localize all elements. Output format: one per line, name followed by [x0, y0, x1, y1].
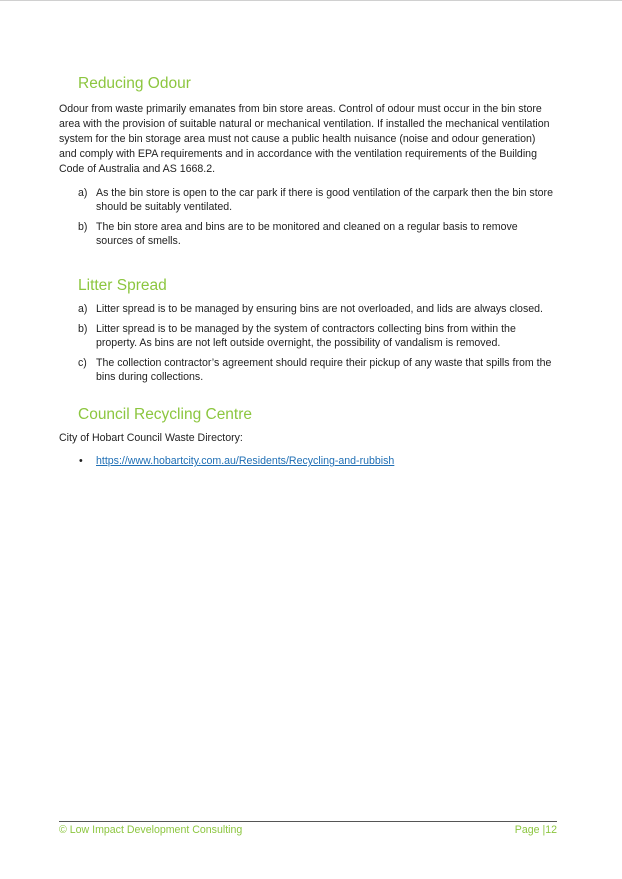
list-marker: b): [78, 323, 88, 335]
list-item: [78, 186, 556, 214]
list-marker: a): [78, 303, 88, 315]
heading-reducing-odour: Reducing Odour: [78, 75, 191, 92]
litter-list: [78, 302, 556, 390]
list-marker: a): [78, 187, 88, 199]
list-item: [78, 322, 556, 350]
hobart-recycling-link[interactable]: https://www.hobartcity.com.au/Residents/Recycling-and-rubbish: [96, 455, 395, 467]
list-item-text: The bin store area and bins are to be monitored and cleaned on a regular basis to remove sources of smells.: [96, 221, 518, 247]
bullet-icon: •: [79, 455, 83, 467]
list-marker: b): [78, 221, 88, 233]
top-border: [0, 0, 622, 1]
list-item: [78, 454, 394, 468]
list-item-text: Litter spread is to be managed by the system of contractors collecting bins from within the property. As bins are not left outside overnight, the possibility of vandalism is removed.: [96, 323, 516, 349]
odour-paragraph: Odour from waste primarily emanates from bin store areas. Control of odour must occur in the bin store area with the provision of suitable natural or mechanical ventilation. If installed the mechanical ventilation system for the bin storage area must not cause a public health nuisance (noise and odour generation) and comply with EPA requirements and in accordance with the ventilation requirements of the Building Code of Australia and AS 1668.2.: [59, 103, 550, 175]
footer-page-number: Page |12: [514, 824, 557, 836]
footer-divider: [59, 821, 557, 822]
heading-council-recycling-centre: Council Recycling Centre: [78, 406, 253, 423]
list-item-text: The collection contractor’s agreement should require their pickup of any waste that spills from the bins during collections.: [96, 357, 552, 383]
list-item-text: Litter spread is to be managed by ensuring bins are not overloaded, and lids are always closed.: [96, 303, 543, 315]
list-marker: c): [78, 357, 87, 369]
recycling-links: [78, 454, 394, 468]
list-item: [78, 302, 556, 316]
list-item-text: As the bin store is open to the car park if there is good ventilation of the carpark then the bin store should be suitably ventilated.: [96, 187, 553, 213]
heading-litter-spread: Litter Spread: [78, 277, 167, 294]
odour-list: [78, 186, 556, 254]
list-item: [78, 220, 556, 248]
footer-copyright: © Low Impact Development Consulting: [59, 824, 243, 836]
list-item: [78, 356, 556, 384]
recycling-intro: City of Hobart Council Waste Directory:: [59, 432, 243, 444]
